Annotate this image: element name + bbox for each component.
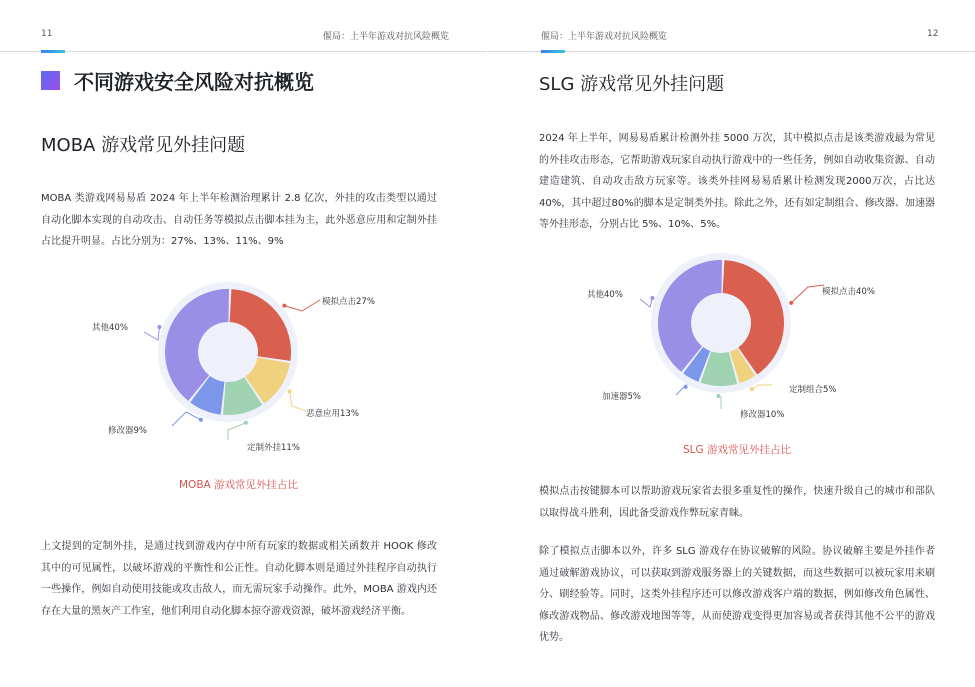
- moba-leader-0: [284, 300, 320, 311]
- moba-label-custom: 定制外挂11%: [247, 443, 300, 453]
- slg-label-other: 其他40%: [587, 290, 623, 300]
- slg-chart-caption: SLG 游戏常见外挂占比: [683, 444, 791, 456]
- slg-label-accelerator: 加速器5%: [602, 392, 641, 402]
- moba-leader-2: [228, 423, 246, 440]
- slg-leader-dot-0: [789, 301, 793, 305]
- slg-leader-dot-3: [684, 385, 688, 389]
- header-rule: [0, 51, 487, 52]
- moba-intro: MOBA 类游戏网易易盾 2024 年上半年检测治理累计 2.8 亿次，外挂的攻击类型以通过自动化脚本实现的自动攻击、自动任务等模拟点击脚本挂为主，此外恶意应用和定制外挂占比提升明显。占比分别为：27%、13%、11%、9%: [41, 193, 437, 247]
- moba-leader-dot-3: [199, 418, 203, 422]
- moba-chart-caption: MOBA 游戏常见外挂占比: [179, 479, 299, 491]
- slg-label-modifier: 修改器10%: [740, 410, 785, 420]
- running-title: 偃局：上半年游戏对抗风险概览: [541, 32, 668, 42]
- moba-leader-4: [144, 327, 159, 340]
- moba-leader-dot-2: [244, 421, 248, 425]
- slg-leader-dot-1: [750, 387, 754, 391]
- slg-leader-dot-4: [650, 296, 654, 300]
- moba-leader-1: [289, 391, 306, 411]
- slg-label-simclick: 模拟点击40%: [822, 287, 875, 297]
- moba-label-simclick: 模拟点击27%: [322, 297, 375, 307]
- slg-leader-1: [752, 385, 772, 389]
- running-title: 偃局：上半年游戏对抗风险概览: [323, 32, 450, 42]
- slg-subtitle: SLG 游戏常见外挂问题: [539, 74, 725, 95]
- slg-leader-dot-2: [716, 394, 720, 398]
- header-accent: [41, 50, 65, 53]
- header-accent: [541, 50, 565, 53]
- moba-leader-dot-1: [287, 389, 291, 393]
- section-marker-icon: [41, 71, 60, 90]
- moba-center: [202, 326, 254, 378]
- moba-label-other: 其他40%: [92, 323, 128, 333]
- slg-leader-0: [791, 285, 824, 303]
- slg-label-combo: 定制组合5%: [789, 385, 837, 395]
- left-page: [0, 0, 487, 687]
- slg-center: [695, 297, 747, 349]
- moba-label-modifier: 修改器9%: [108, 426, 147, 436]
- section-title: 不同游戏安全风险对抗概览: [74, 70, 314, 94]
- slg-para-2: 模拟点击按键脚本可以帮助游戏玩家省去很多重复性的操作，快速升级自己的城市和部队以取得战斗胜利，因此备受游戏作弊玩家青睐。: [539, 486, 935, 519]
- moba-closing: 上文提到的定制外挂，是通过找到游戏内存中所有玩家的数据或相关函数并 HOOK 修改其中的可见属性，以破坏游戏的平衡性和公正性。自动化脚本则是通过外挂程序自动执行一些操作，例如自动使用技能或攻击敌人，而无需玩家手动操作。此外，MOBA 游戏内还存在大量的黑灰产工作室，他们利用自动化脚本掠夺游戏资源，破坏游戏经济平衡。: [41, 541, 437, 617]
- slg-para-3: 除了模拟点击脚本以外，许多 SLG 游戏存在协议破解的风险。协议破解主要是外挂作者通过破解游戏协议，可以获取到游戏服务器上的关键数据，而这些数据可以被玩家用来刷分、刷经验等。同时，这类外挂程序还可以修改游戏客户端的数据，例如修改角色属性、修改游戏物品、修改游戏地图等等，从而使游戏变得更加容易或者获得其他不公平的游戏优势。: [539, 546, 935, 643]
- page-number: 12: [927, 29, 939, 39]
- moba-leader-dot-0: [282, 304, 286, 308]
- slg-leader-4: [640, 298, 652, 307]
- moba-subtitle: MOBA 游戏常见外挂问题: [41, 135, 246, 156]
- slg-intro: 2024 年上半年，网易易盾累计检测外挂 5000 万次，其中模拟点击是该类游戏最为常见的外挂攻击形态，它帮助游戏玩家自动执行游戏中的一些任务，例如自动收集资源、自动建造建筑、自动攻击敌方玩家等。该类外挂网易易盾累计检测发现2000万次，占比达 40%，其中超过80%的脚本是定制类外挂。除此之外，还有如定制组合、修改器、加速器等外挂形态，分别占比 5%、10%、5%。: [539, 133, 935, 230]
- moba-label-malapp: 恶意应用13%: [306, 409, 359, 419]
- page-number: 11: [41, 29, 53, 39]
- moba-leader-dot-4: [157, 325, 161, 329]
- right-page: [488, 0, 975, 687]
